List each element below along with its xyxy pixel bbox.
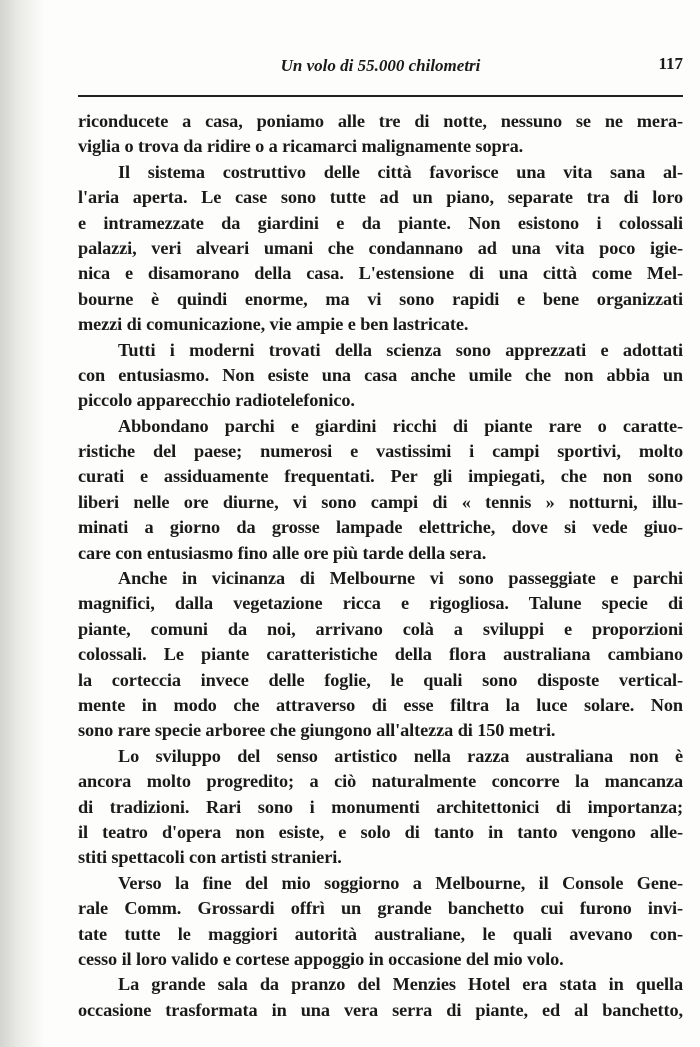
text-line: tate tutte le maggiori autorità australiane, le quali avevano con- [78, 923, 683, 944]
text-line: minati a giorno da grosse lampade elettriche, dove si vede giuo- [78, 517, 683, 538]
paragraph [78, 160, 683, 338]
text-line: curati e assiduamente frequentati. Per gli impiegati, che non sono [78, 466, 683, 487]
text-line: Verso la fine del mio soggiorno a Melbourne, il Console Gene- [118, 872, 683, 893]
text-line: bourne è quindi enorme, ma vi sono rapidi e bene organizzati [78, 288, 683, 309]
text-line: viglia o trova da ridire o a ricamarci malignamente sopra. [78, 136, 524, 157]
paragraph [78, 972, 683, 1023]
header-rule [78, 95, 683, 97]
running-title: Un volo di 55.000 chilometri [280, 56, 481, 75]
text-line: magnifici, dalla vegetazione ricca e rigogliosa. Talune specie di [78, 593, 683, 614]
paragraph [78, 871, 683, 973]
paragraph [78, 414, 683, 566]
text-line: con entusiasmo. Non esiste una casa anche umile che non abbia un [78, 364, 683, 385]
text-line: riconducete a casa, poniamo alle tre di notte, nessuno se ne mera- [78, 111, 683, 131]
text-line: di tradizioni. Rari sono i monumenti architettonici di importanza; [78, 796, 683, 817]
text-line: l'aria aperta. Le case sono tutte ad un piano, separate tra di loro [78, 187, 683, 208]
page-number: 117 [658, 54, 683, 73]
text-line: sono rare specie arboree che giungono all'altezza di 150 metri. [78, 720, 556, 741]
text-line: e intramezzate da giardini e da piante. Non esistono i colossali [78, 212, 683, 233]
paragraph [78, 566, 683, 744]
body-text [78, 109, 683, 1023]
text-line: cesso il loro valido e cortese appoggio in occasione del mio volo. [78, 948, 564, 969]
scan-edge-shadow [0, 0, 45, 1047]
paragraph [78, 338, 683, 414]
text-line: stiti spettacoli con artisti stranieri. [78, 847, 342, 868]
text-line: palazzi, veri alveari umani che condannano ad una vita poco igie- [78, 237, 683, 258]
paragraph [78, 744, 683, 871]
text-line: La grande sala da pranzo del Menzies Hotel era stata in quella [118, 974, 683, 995]
text-line: rale Comm. Grossardi offrì un grande banchetto cui furono invi- [78, 898, 683, 919]
text-line: Tutti i moderni trovati della scienza sono apprezzati e adottati [118, 339, 683, 360]
text-line: piante, comuni da noi, arrivano colà a sviluppi e proporzioni [78, 618, 683, 639]
paragraph [78, 109, 683, 160]
text-line: nica e disamorano della casa. L'estensione di una città come Mel- [78, 263, 683, 284]
text-line: ristiche del paese; numerosi e vastissimi i campi sportivi, molto [78, 441, 683, 462]
text-line: liberi nelle ore diurne, vi sono campi di « tennis » notturni, illu- [78, 491, 683, 512]
text-line: Lo sviluppo del senso artistico nella razza australiana non è [118, 745, 683, 766]
text-line: Abbondano parchi e giardini ricchi di piante rare o caratte- [118, 415, 683, 436]
text-line: occasione trasformata in una vera serra di piante, ed al banchetto, [78, 999, 683, 1020]
text-line: ancora molto progredito; a ciò naturalmente concorre la mancanza [78, 771, 683, 792]
text-line: la corteccia invece delle foglie, le quali sono disposte vertical- [78, 669, 683, 690]
text-line: care con entusiasmo fino alle ore più tarde della sera. [78, 542, 487, 563]
text-line: Anche in vicinanza di Melbourne vi sono passeggiate e parchi [118, 568, 683, 589]
text-line: mezzi di comunicazione, vie ampie e ben lastricate. [78, 314, 469, 335]
text-line: il teatro d'opera non esiste, e solo di tanto in tanto vengono alle- [78, 821, 683, 842]
text-line: colossali. Le piante caratteristiche della flora australiana cambiano [78, 644, 683, 665]
running-header [78, 54, 683, 82]
text-line: piccolo apparecchio radiotelefonico. [78, 390, 355, 411]
text-line: mente in modo che attraverso di esse filtra la luce solare. Non [78, 694, 683, 715]
text-line: Il sistema costruttivo delle città favorisce una vita sana al- [118, 161, 683, 182]
